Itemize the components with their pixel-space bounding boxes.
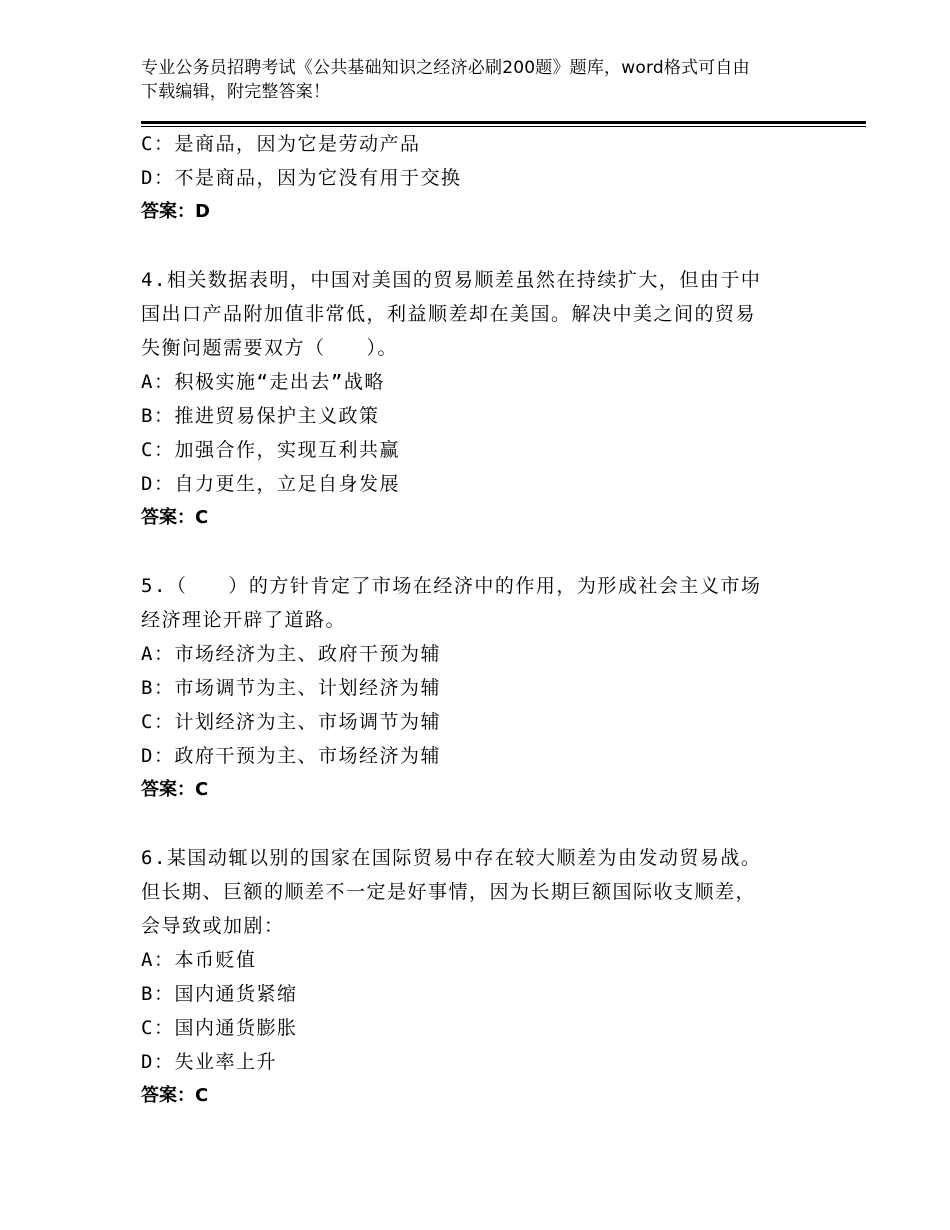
question-stem-line: 6.某国动辄以别的国家在国际贸易中存在较大顺差为由发动贸易战。 <box>141 847 762 869</box>
answer-value: D <box>195 201 210 222</box>
question-stem-line: 失衡问题需要双方（ ）。 <box>141 337 399 359</box>
question-stem-line: 经济理论开辟了道路。 <box>141 609 347 631</box>
answer-value: C <box>195 507 209 528</box>
answer-label: 答案： <box>141 201 195 222</box>
option-d: D：不是商品，因为它没有用于交换 <box>141 167 462 189</box>
option-a: A：市场经济为主、政府干预为辅 <box>141 643 441 665</box>
answer-label: 答案： <box>141 507 195 528</box>
option-c: C：计划经济为主、市场调节为辅 <box>141 711 441 733</box>
question-content <box>141 127 821 1113</box>
header-line-1: 专业公务员招聘考试《公共基础知识之经济必刷200题》题库，word格式可自由 <box>141 58 750 78</box>
answer-line <box>141 195 821 229</box>
answer-value: C <box>195 1085 209 1106</box>
question-stem-line: 5.（ ）的方针肯定了市场在经济中的作用，为形成社会主义市场 <box>141 575 762 597</box>
option-a: A：积极实施“走出去”战略 <box>141 371 385 393</box>
answer-line <box>141 1079 821 1113</box>
option-c: C：国内通货膨胀 <box>141 1017 298 1039</box>
answer-value: C <box>195 779 209 800</box>
question-4 <box>141 263 821 535</box>
answer-line <box>141 501 821 535</box>
option-d: D：自力更生，立足自身发展 <box>141 473 400 495</box>
question-6 <box>141 841 821 1113</box>
option-c: C：是商品，因为它是劳动产品 <box>141 133 421 155</box>
question-stem-line: 但长期、巨额的顺差不一定是好事情，因为长期巨额国际收支顺差， <box>141 881 757 903</box>
page-header <box>141 56 821 104</box>
answer-label: 答案： <box>141 1085 195 1106</box>
answer-label: 答案： <box>141 779 195 800</box>
option-d: D：失业率上升 <box>141 1051 277 1073</box>
option-d: D：政府干预为主、市场经济为辅 <box>141 745 441 767</box>
option-c: C：加强合作，实现互利共赢 <box>141 439 400 461</box>
answer-line <box>141 773 821 807</box>
question-5 <box>141 569 821 807</box>
question-stem-line: 会导致或加剧： <box>141 915 285 937</box>
option-b: B：推进贸易保护主义政策 <box>141 405 380 427</box>
header-rule-thick <box>141 121 866 124</box>
question-stem-line: 国出口产品附加值非常低，利益顺差却在美国。解决中美之间的贸易 <box>141 303 757 325</box>
option-b: B：市场调节为主、计划经济为辅 <box>141 677 441 699</box>
option-b: B：国内通货紧缩 <box>141 983 298 1005</box>
header-line-2: 下载编辑，附完整答案！ <box>141 82 331 102</box>
question-stem-line: 4.相关数据表明，中国对美国的贸易顺差虽然在持续扩大，但由于中 <box>141 269 762 291</box>
option-a: A：本币贬值 <box>141 949 257 971</box>
question-3-continuation <box>141 127 821 229</box>
